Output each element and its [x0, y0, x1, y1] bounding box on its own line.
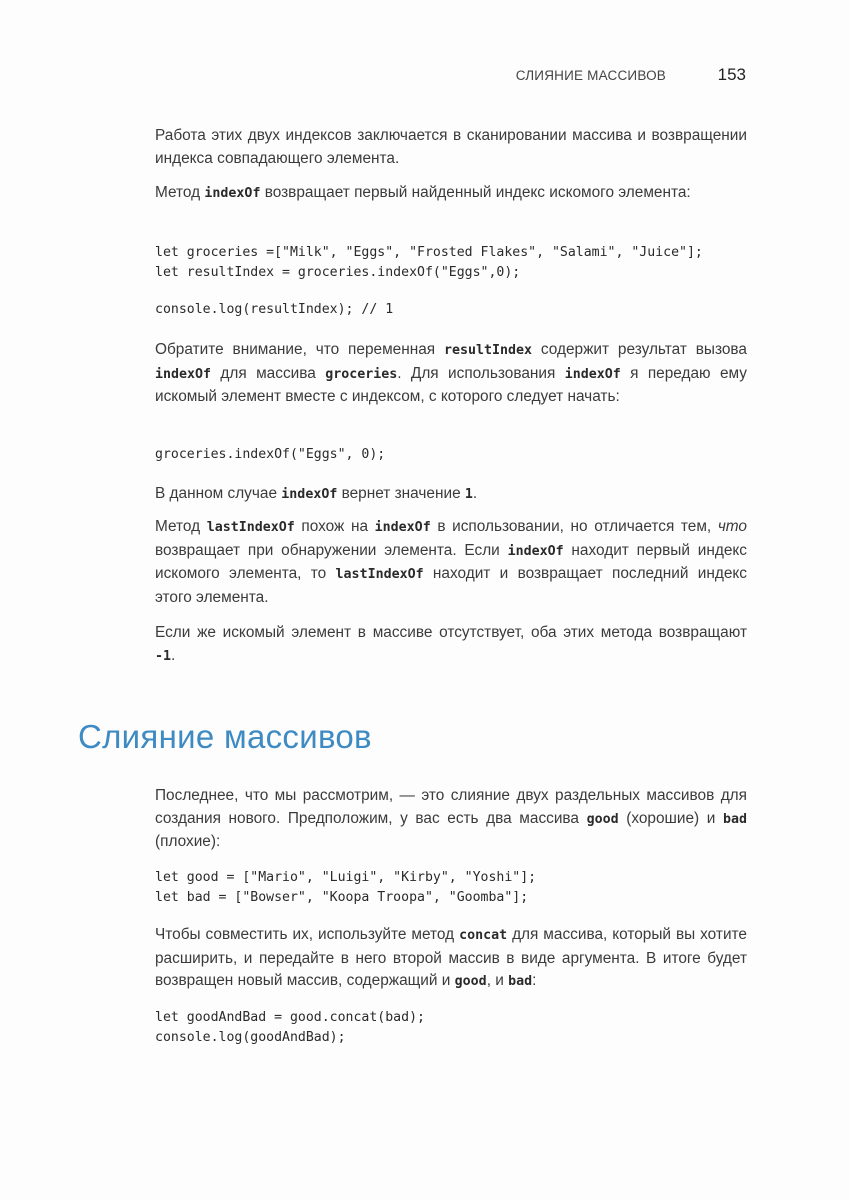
code-text: let good = ["Mario", "Luigi", "Kirby", "Yoshi"]; let bad = ["Bowser", "Koopa Troopa", "Goomba"]; — [155, 870, 537, 905]
paragraph-not-found — [155, 622, 747, 668]
text-run: . — [472, 485, 478, 502]
text-run: Метод — [155, 184, 205, 201]
emphasis: что — [717, 518, 747, 535]
text-run: : — [532, 972, 537, 989]
inline-code: good — [454, 974, 487, 989]
inline-code: bad — [508, 974, 533, 989]
section-heading: Слияние массивов — [78, 718, 372, 755]
paragraph-returns-1 — [155, 483, 747, 507]
inline-code: -1 — [155, 648, 172, 664]
paragraph-lastindexof — [155, 516, 747, 609]
code-block-groceries — [155, 243, 747, 282]
paragraph-indexof — [155, 182, 747, 206]
paragraph-merge-intro — [155, 785, 747, 854]
code-text: console.log(resultIndex); // 1 — [155, 302, 394, 317]
inline-code: indexOf — [507, 543, 564, 559]
inline-code: good — [586, 811, 619, 827]
text-run: похож на — [294, 518, 375, 535]
text-run: возвращает при обнаружении элемента. Если — [155, 541, 508, 559]
text-run: (хорошие) и — [618, 809, 723, 827]
inline-code: resultIndex — [443, 343, 533, 358]
code-block-good-bad — [155, 868, 747, 907]
text-run: , и — [486, 972, 509, 989]
paragraph-text: Работа этих двух индексов заключается в сканировании массива и возвращении индекса совпадающего элемента. — [155, 127, 747, 167]
inline-code: indexOf — [281, 487, 338, 502]
text-run: Обратите внимание, что переменная — [155, 341, 444, 358]
inline-code: concat — [459, 928, 508, 943]
text-run: для массива, который вы хотите расширить, и передайте в него второй массив в виде аргумента. В итоге будет возвращен новый массив, содержащий и — [155, 926, 747, 989]
text-run: вернет значение — [337, 485, 465, 502]
text-run: Если же искомый элемент в массиве отсутствует, оба этих метода возвращают — [155, 624, 747, 641]
inline-code: groceries — [325, 366, 398, 382]
code-text: let groceries =["Milk", "Eggs", "Frosted Flakes", "Salami", "Juice"]; let resultIndex = groceries.indexOf("Eggs",0); — [155, 245, 703, 280]
running-head-title: СЛИЯНИЕ МАССИВОВ — [515, 68, 666, 83]
paragraph-concat — [155, 924, 747, 994]
paragraph-resultindex — [155, 339, 747, 409]
text-run: содержит результат вызова — [532, 341, 747, 358]
paragraph-intro — [155, 125, 747, 170]
text-run: Последнее, что мы рассмотрим, — это слияние двух раздельных массивов для создания нового. Предположим, у вас есть два массива — [155, 787, 747, 827]
text-run: . — [171, 646, 176, 664]
inline-code: bad — [722, 811, 747, 827]
code-text: groceries.indexOf("Eggs", 0); — [155, 447, 386, 462]
inline-code: indexOf — [564, 366, 621, 382]
text-run: я передаю ему искомый элемент вместе с индексом, с которого следует начать: — [155, 364, 747, 405]
code-block-concat — [155, 1008, 747, 1047]
text-run: . Для использования — [397, 364, 565, 382]
text-run: В данном случае — [155, 485, 282, 502]
text-run: (плохие): — [155, 833, 221, 850]
text-run: Чтобы совместить их, используйте метод — [155, 926, 460, 943]
inline-code: lastIndexOf — [206, 520, 295, 535]
code-block-console-log — [155, 300, 747, 320]
text-run: возвращает первый найденный индекс искомого элемента: — [260, 184, 691, 201]
inline-code: indexOf — [374, 520, 431, 535]
code-block-indexof-call — [155, 445, 747, 465]
text-run: Метод — [155, 518, 207, 535]
inline-code: indexOf — [155, 366, 212, 382]
page-number: 153 — [717, 65, 746, 84]
running-head — [0, 66, 849, 86]
text-run: в использовании, но отличается тем, — [430, 518, 718, 535]
inline-code: 1 — [464, 487, 473, 502]
code-text: let goodAndBad = good.concat(bad); console.log(goodAndBad); — [155, 1010, 425, 1045]
text-run: находит и возвращает последний индекс этого элемента. — [155, 565, 748, 606]
inline-code: indexOf — [204, 186, 261, 201]
inline-code: lastIndexOf — [335, 567, 424, 582]
text-run: для массива — [211, 364, 326, 382]
text-run: находит первый индекс искомого элемента, то — [155, 541, 747, 582]
